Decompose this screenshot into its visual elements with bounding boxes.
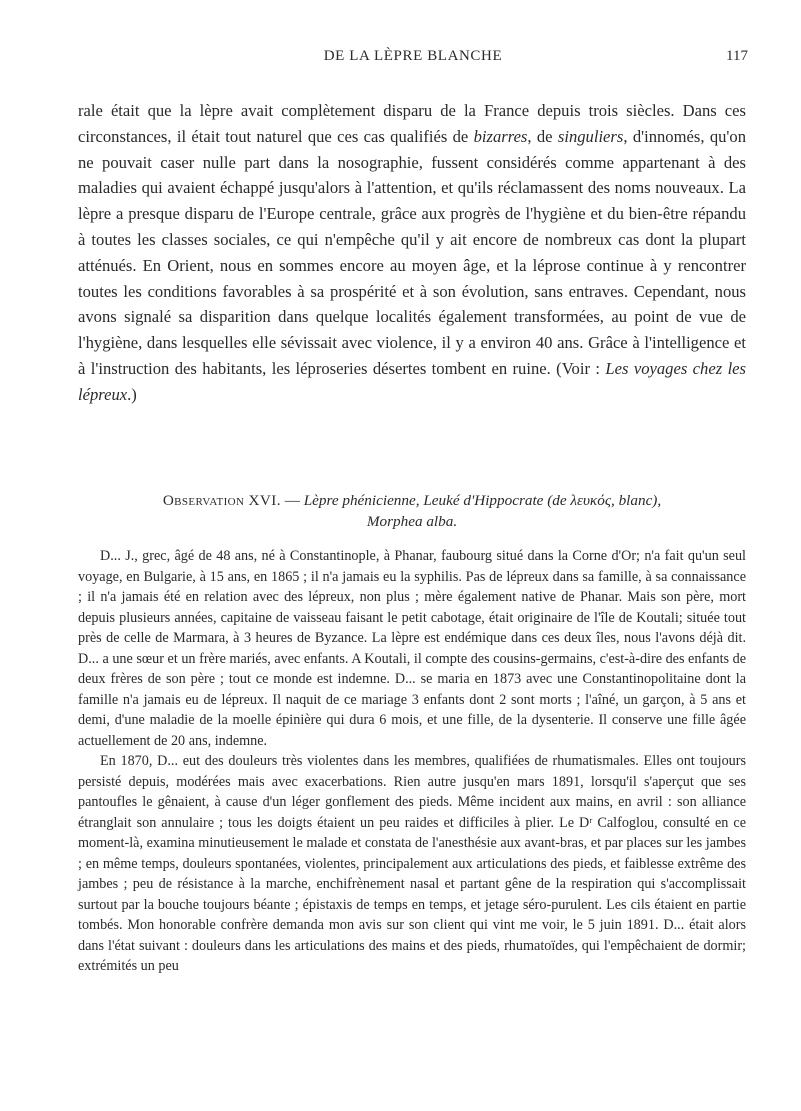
running-title: DE LA LÈPRE BLANCHE bbox=[323, 48, 503, 64]
intro-text-part: .) bbox=[127, 384, 137, 404]
observation-subtitle-line2: Morphea alba. bbox=[366, 513, 458, 530]
observation-label: Observation XVI. bbox=[162, 492, 281, 509]
intro-text-part: , d'innomés, qu'on ne pouvait caser nulle part dans la nosographie, fussent considérés comme appartenant à des maladies qui avaient échappé jusqu'alors à l'attention, et qu'ils réclamassent des noms nouveaux. La lèpre a presque disparu de l'Europe centrale, grâce aux progrès de l'hygiène et du bien-être répandu à toutes les classes sociales, ce qui n'empêche qu'il y ait encore de nombreux cas dont la plupart atténués. En Orient, nous en sommes encore au moyen âge, et la léprose continue à y rencontrer toutes les conditions favorables à sa prospérité et à son évolution, sans entraves. Cependant, nous avons signalé sa disparition dans quelque localités également transformées, au point de vue de l'hygiène, dans lesquelles elle sévissait avec violence, il y a environ 40 ans. Grâce à l'intelligence et à l'instruction des habitants, les léproseries désertes tombent en ruine. (Voir : bbox=[78, 126, 746, 378]
case-report bbox=[78, 546, 746, 977]
intro-italic-bizarres: bizarres bbox=[473, 126, 528, 146]
intro-text-part: rale était que la lèpre avait complètement disparu de la France depuis trois siècles. Dans ces circonstances, il était tout naturel que ces cas qualifiés de bbox=[78, 101, 746, 146]
observation-heading-line1 bbox=[78, 490, 746, 511]
case-paragraph-history: D... J., grec, âgé de 48 ans, né à Constantinople, à Phanar, faubourg situé dans la Corne d'Or; n'a fait qu'un seul voyage, en Bulgarie, à 15 ans, en 1865 ; il n'a jamais eu la syphilis. Pas de lépreux dans sa famille, à sa connaissance ; il n'a jamais été en relation avec des lépreux, non plus ; mère également native de Phanar. Mais son père, mort depuis plusieurs années, capitaine de vaisseau faisant le petit cabotage, était originaire de l'île de Koutali; située tout près de celle de Marmara, à 3 heures de Byzance. La lèpre est endémique dans ces deux îles, nous l'avons déjà dit. D... a une sœur et un frère mariés, avec enfants. A Koutali, il compte des cousins-germains, c'est-à-dire des enfants de deux frères de son père ; tout ce monde est indemne. D... se maria en 1873 avec une Constantinopolitaine dont la famille n'a jamais eu de lépreux. Il naquit de ce mariage 3 enfants dont 2 sont morts ; l'aîné, un garçon, à 5 ans et demi, d'une maladie de la moelle épinière qui dura 6 mois, et une fille, de la dysenterie. Il conserve une fille âgée actuellement de 20 ans, indemne. bbox=[78, 548, 746, 749]
running-head bbox=[78, 48, 748, 68]
observation-subtitle-line1: Lèpre phénicienne, Leuké d'Hippocrate (de λευκός, blanc), bbox=[303, 492, 662, 509]
observation-dash: — bbox=[280, 492, 304, 509]
case-paragraph-symptoms: En 1870, D... eut des douleurs très violentes dans les membres, qualifiées de rhumatismales. Elles ont toujours persisté depuis, modérées mais avec exacerbations. Rien autre jusqu'en mars 1891, lorsqu'il s'aperçut que ses pantoufles le gênaient, à cause d'un léger gonflement des pieds. Même incident aux mains, en avril : son alliance étranglait son annulaire ; tous les doigts étaient un peu raides et difficiles à plier. Le Dʳ Calfoglou, consulté en ce moment-là, examina minutieusement le malade et constata de l'anesthésie aux avant-bras, et par places sur les jambes ; en même temps, douleurs spontanées, violentes, principalement aux articulations des pieds, et faiblesse extrême des jambes ; peu de résistance à la marche, enchifrènement nasal et partant gêne de la respiration qui s'accomplissait surtout par la bouche toujours béante ; épistaxis de temps en temps, et jetage séro-purulent. Les cils étaient en partie tombés. Mon honorable confrère demanda mon avis sur son client qui vint me voir, le 5 juin 1891. D... était alors dans l'état suivant : douleurs dans les articulations des mains et des pieds, rhumatoïdes, qui l'empêchaient de dormir; extrémités un peu bbox=[78, 753, 746, 974]
observation-heading bbox=[78, 490, 746, 532]
intro-italic-reference: Les voyages chez les lépreux bbox=[78, 358, 747, 404]
intro-text bbox=[78, 98, 746, 408]
intro-italic-singuliers: singuliers bbox=[557, 126, 624, 146]
intro-text-part: , de bbox=[527, 126, 558, 146]
page-number: 117 bbox=[726, 48, 748, 64]
intro-paragraph bbox=[78, 98, 746, 408]
